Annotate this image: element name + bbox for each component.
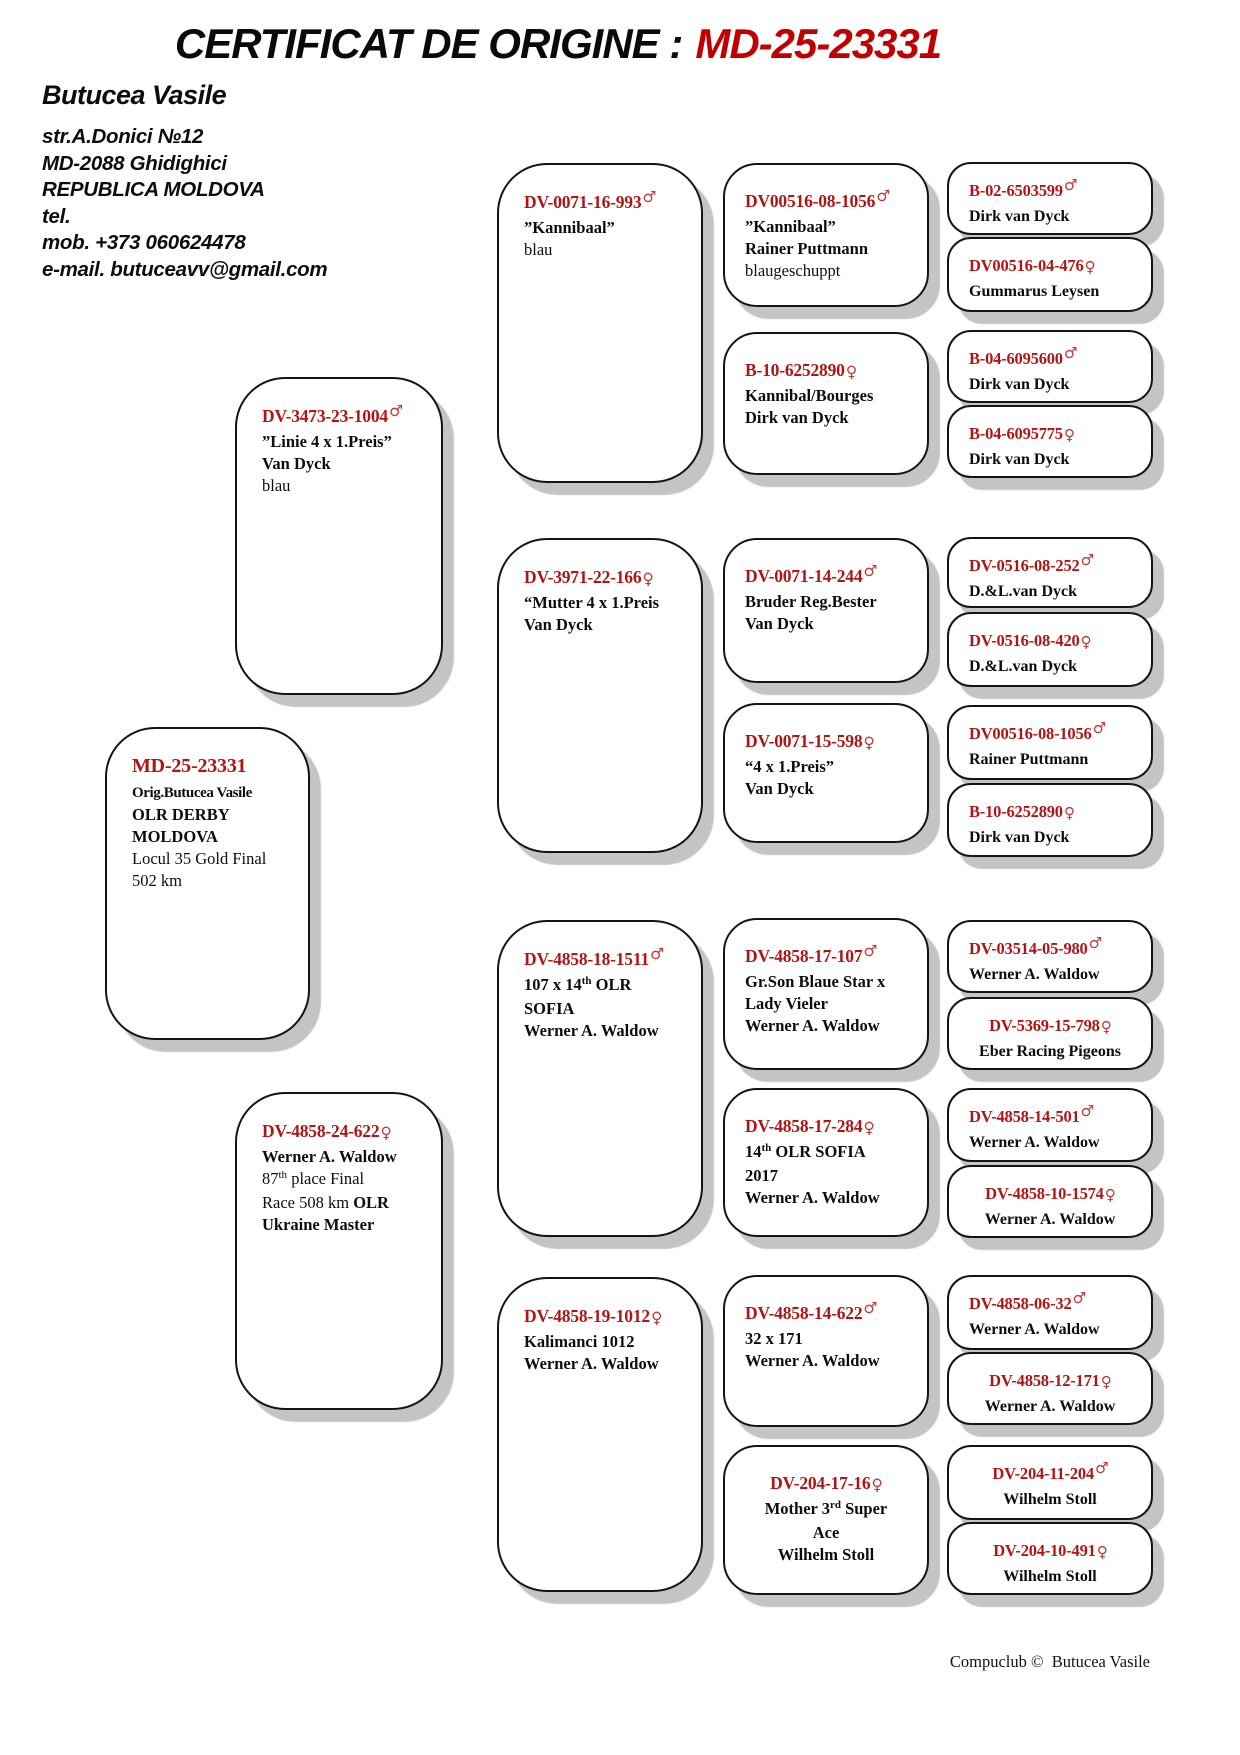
ring-line [959, 1459, 1141, 1486]
pedigree-box-dv-3473-23-1004 [235, 377, 443, 695]
pedigree-box-b-10-6252890 [723, 332, 929, 475]
female-symbol-icon: ♀ [1063, 426, 1075, 444]
ring-number: DV-3473-23-1004 [262, 406, 388, 426]
box-text-line: “Mutter 4 x 1.Preis [524, 593, 660, 612]
box-text-line: 502 km [132, 871, 182, 890]
ring-number: DV-4858-17-284 [745, 1116, 863, 1136]
box-text-line: ”Linie 4 x 1.Preis” [262, 432, 392, 451]
ring-number: DV-0071-14-244 [745, 566, 863, 586]
box-text-line: Mother 3rd Super [764, 1499, 888, 1518]
box-text-line: Van Dyck [524, 615, 593, 634]
ring-line [969, 630, 1143, 653]
box-text-line: Locul 35 Gold Final [132, 849, 267, 868]
box-text-line: 14th OLR SOFIA [745, 1142, 866, 1161]
ring-line [524, 566, 693, 589]
box-text-line: Werner A. Waldow [984, 1398, 1116, 1415]
male-symbol-icon: ♂ [1072, 1289, 1087, 1307]
footer-credit: Compuclub © Butucea Vasile [949, 1652, 1150, 1671]
box-text-line: SOFIA [524, 999, 575, 1018]
pedigree-box-dv-4858-12-171 [947, 1352, 1153, 1425]
owner-address-line: mob. +373 060624478 [42, 231, 246, 254]
box-text-line: Orig.Butucea Vasile [132, 785, 252, 801]
box-text-line: Werner A. Waldow [262, 1147, 397, 1166]
ring-line [745, 359, 919, 382]
pedigree-box-b-04-6095775 [947, 405, 1153, 478]
box-text-line: Werner A. Waldow [745, 1188, 880, 1207]
box-text-line: D.&L.van Dyck [969, 658, 1078, 675]
pedigree-box-dv-4858-10-1574 [947, 1165, 1153, 1238]
ring-line [969, 423, 1143, 446]
box-text-line: Dirk van Dyck [745, 408, 849, 427]
box-text-line: Rainer Puttmann [969, 751, 1089, 768]
certificate-title-label: CERTIFICAT DE ORIGINE : [174, 20, 683, 67]
box-text-line: Ukraine Master [262, 1215, 375, 1234]
owner-address-line: str.A.Donici №12 [42, 125, 204, 148]
box-text-line: Wilhelm Stoll [777, 1545, 875, 1564]
female-symbol-icon: ♀ [1100, 1373, 1112, 1391]
box-text-line: Gr.Son Blaue Star x [745, 972, 886, 991]
ring-number: DV00516-08-1056 [745, 191, 876, 211]
box-text-line: Kannibal/Bourges [745, 386, 874, 405]
ring-line [969, 719, 1143, 746]
ring-number: DV-3971-22-166 [524, 567, 642, 587]
box-text-line: Race 508 km OLR [262, 1193, 389, 1212]
ring-line [524, 944, 693, 971]
ring-line [745, 186, 919, 213]
pedigree-box-b-04-6095600 [947, 330, 1153, 403]
ring-number: DV-4858-12-171 [989, 1371, 1100, 1390]
pedigree-box-dv-4858-06-32 [947, 1275, 1153, 1350]
pedigree-box-dv-3971-22-166 [497, 538, 703, 853]
female-symbol-icon: ♀ [845, 362, 858, 381]
pedigree-box-dv00516-08-1056 [723, 163, 929, 307]
male-symbol-icon: ♂ [1080, 551, 1095, 569]
ring-line [969, 255, 1143, 278]
ring-line [959, 1015, 1141, 1038]
ring-line [745, 561, 919, 588]
box-text-line: Dirk van Dyck [969, 829, 1070, 846]
box-text-line: Werner A. Waldow [984, 1211, 1116, 1228]
male-symbol-icon: ♂ [1063, 344, 1078, 362]
owner-address-line: REPUBLICA MOLDOVA [42, 178, 265, 201]
ring-number: B-10-6252890 [745, 360, 845, 380]
ring-number: DV-4858-10-1574 [985, 1184, 1104, 1203]
ring-number: DV-4858-06-32 [969, 1294, 1072, 1313]
male-symbol-icon: ♂ [876, 186, 891, 205]
pedigree-box-dv-0071-15-598 [723, 703, 929, 843]
ring-number: DV-0071-15-598 [745, 731, 863, 751]
male-symbol-icon: ♂ [863, 1298, 878, 1317]
owner-address-line: tel. [42, 204, 71, 228]
female-symbol-icon: ♀ [1096, 1543, 1108, 1561]
owner-address-line: MD-2088 Ghidighici [42, 151, 227, 175]
pedigree-box-dv-204-11-204 [947, 1445, 1153, 1520]
pedigree-box-dv-0516-08-252 [947, 537, 1153, 608]
ring-number: DV-4858-19-1012 [524, 1306, 650, 1326]
pedigree-box-dv-4858-14-501 [947, 1088, 1153, 1162]
pedigree-box-dv-204-17-16 [723, 1445, 929, 1595]
box-text-line: ”Kannibaal” [524, 218, 615, 237]
ring-number: DV-204-10-491 [993, 1541, 1096, 1560]
ring-line [745, 1298, 919, 1325]
pedigree-box-dv-4858-14-622 [723, 1275, 929, 1427]
male-symbol-icon: ♂ [1063, 176, 1078, 194]
female-symbol-icon: ♀ [380, 1123, 392, 1142]
owner-name: Butucea Vasile [42, 80, 227, 110]
certificate-title-ring: MD-25-23331 [695, 20, 942, 67]
ring-number: B-02-6503599 [969, 181, 1063, 200]
box-text-line: Eber Racing Pigeons [979, 1043, 1121, 1060]
ring-number: DV-4858-14-622 [745, 1303, 863, 1323]
box-text-line: Rainer Puttmann [745, 239, 868, 258]
male-symbol-icon: ♂ [1092, 719, 1107, 737]
owner-address-lines [42, 124, 327, 283]
female-symbol-icon: ♀ [650, 1308, 663, 1327]
pedigree-box-b-02-6503599 [947, 162, 1153, 235]
ring-line [745, 730, 919, 753]
box-text-line: 32 x 171 [745, 1329, 803, 1348]
ring-line [959, 1183, 1141, 1206]
ring-line [969, 344, 1143, 371]
female-symbol-icon: ♀ [871, 1475, 883, 1494]
box-text-line: Dirk van Dyck [969, 208, 1070, 225]
pedigree-box-dv-0071-14-244 [723, 538, 929, 683]
box-text-line: “4 x 1.Preis” [745, 757, 835, 776]
box-text-line: blau [524, 240, 553, 259]
box-text-line: Werner A. Waldow [969, 1321, 1100, 1338]
owner-block [42, 80, 327, 283]
ring-line [959, 1370, 1141, 1393]
ring-number: B-04-6095600 [969, 349, 1063, 368]
ring-number: DV-4858-18-1511 [524, 949, 649, 969]
box-text-line: Gummarus Leysen [969, 283, 1100, 300]
box-text-line: 87th place Final [262, 1169, 365, 1188]
ring-line [969, 1289, 1143, 1316]
female-symbol-icon: ♀ [1084, 258, 1096, 276]
ring-number: B-10-6252890 [969, 802, 1063, 821]
female-symbol-icon: ♀ [642, 569, 654, 588]
box-text-line: Kalimanci 1012 [524, 1332, 635, 1351]
ring-number: DV-0516-08-252 [969, 556, 1080, 575]
ring-line [969, 1102, 1143, 1129]
box-text-line: Werner A. Waldow [745, 1016, 880, 1035]
box-text-line: Bruder Reg.Bester [745, 592, 877, 611]
female-symbol-icon: ♀ [863, 733, 875, 752]
ring-line [745, 941, 919, 968]
box-text-line: Van Dyck [262, 454, 331, 473]
ring-number: DV-0516-08-420 [969, 631, 1080, 650]
box-text-line: blau [262, 476, 291, 495]
pedigree-box-dv-0516-08-420 [947, 612, 1153, 687]
ring-line [262, 1120, 433, 1143]
ring-line [524, 1305, 693, 1328]
box-text-line: Dirk van Dyck [969, 451, 1070, 468]
box-text-line: Werner A. Waldow [524, 1021, 659, 1040]
pedigree-box-dv00516-04-476 [947, 237, 1153, 312]
male-symbol-icon: ♂ [1094, 1459, 1109, 1477]
ring-number: MD-25-23331 [132, 755, 247, 777]
female-symbol-icon: ♀ [863, 1118, 875, 1137]
box-text-line: Dirk van Dyck [969, 376, 1070, 393]
ring-number: DV-5369-15-798 [989, 1016, 1100, 1035]
ring-number: B-04-6095775 [969, 424, 1063, 443]
pedigree-box-dv-4858-17-284 [723, 1088, 929, 1237]
pedigree-box-dv00516-08-1056 [947, 705, 1153, 780]
ring-line [969, 176, 1143, 203]
ring-number: DV-204-11-204 [992, 1464, 1094, 1483]
male-symbol-icon: ♂ [863, 941, 878, 960]
box-text-line: Werner A. Waldow [969, 966, 1100, 983]
male-symbol-icon: ♂ [1080, 1102, 1095, 1120]
ring-number: DV-4858-24-622 [262, 1121, 380, 1141]
box-text-line: blaugeschuppt [745, 261, 841, 280]
pedigree-box-dv-03514-05-980 [947, 920, 1153, 993]
ring-number: DV-4858-14-501 [969, 1107, 1080, 1126]
ring-number: DV-0071-16-993 [524, 192, 642, 212]
box-text-line: 107 x 14th OLR [524, 975, 632, 994]
box-text-line: ”Kannibaal” [745, 217, 836, 236]
ring-line [969, 801, 1143, 824]
pedigree-box-dv-204-10-491 [947, 1522, 1153, 1595]
ring-line [262, 401, 433, 428]
ring-number: DV-03514-05-980 [969, 939, 1088, 958]
ring-number: DV00516-04-476 [969, 256, 1084, 275]
box-text-line: Werner A. Waldow [969, 1134, 1100, 1151]
pedigree-box-dv-4858-18-1511 [497, 920, 703, 1237]
ring-line [959, 1540, 1141, 1563]
box-text-line: D.&L.van Dyck [969, 583, 1078, 600]
male-symbol-icon: ♂ [1088, 934, 1103, 952]
ring-number: DV-4858-17-107 [745, 946, 863, 966]
box-text-line: Wilhelm Stoll [1003, 1568, 1097, 1585]
ring-number: DV00516-08-1056 [969, 724, 1092, 743]
box-text-line: Werner A. Waldow [524, 1354, 659, 1373]
pedigree-box-md-25-23331 [105, 727, 310, 1040]
owner-address-line: e-mail. butuceavv@gmail.com [42, 257, 328, 281]
pedigree-box-dv-5369-15-798 [947, 997, 1153, 1070]
box-text-line: Van Dyck [745, 779, 814, 798]
male-symbol-icon: ♂ [642, 187, 657, 206]
pedigree-box-dv-4858-19-1012 [497, 1277, 703, 1592]
box-text-line: Lady Vieler [745, 994, 828, 1013]
box-text-line: 2017 [745, 1166, 778, 1185]
pedigree-box-dv-0071-16-993 [497, 163, 703, 483]
box-text-line: Wilhelm Stoll [1003, 1491, 1097, 1508]
box-text-line: Ace [812, 1523, 840, 1542]
male-symbol-icon: ♂ [863, 561, 878, 580]
ring-line [969, 551, 1143, 578]
pedigree-box-dv-4858-24-622 [235, 1092, 443, 1410]
box-text-line: Van Dyck [745, 614, 814, 633]
page-title [0, 20, 1178, 68]
female-symbol-icon: ♀ [1100, 1018, 1112, 1036]
ring-line [969, 934, 1143, 961]
female-symbol-icon: ♀ [1063, 804, 1075, 822]
female-symbol-icon: ♀ [1080, 633, 1092, 651]
pedigree-box-b-10-6252890 [947, 783, 1153, 857]
ring-line [745, 1115, 919, 1138]
box-text-line: Werner A. Waldow [745, 1351, 880, 1370]
pedigree-box-dv-4858-17-107 [723, 918, 929, 1070]
ring-line [132, 755, 300, 778]
box-text-line: MOLDOVA [132, 827, 218, 846]
ring-line [735, 1472, 917, 1495]
female-symbol-icon: ♀ [1104, 1186, 1116, 1204]
ring-line [524, 187, 693, 214]
male-symbol-icon: ♂ [650, 944, 665, 963]
male-symbol-icon: ♂ [388, 401, 404, 420]
box-text-line: OLR DERBY [132, 805, 230, 824]
ring-number: DV-204-17-16 [770, 1473, 871, 1493]
